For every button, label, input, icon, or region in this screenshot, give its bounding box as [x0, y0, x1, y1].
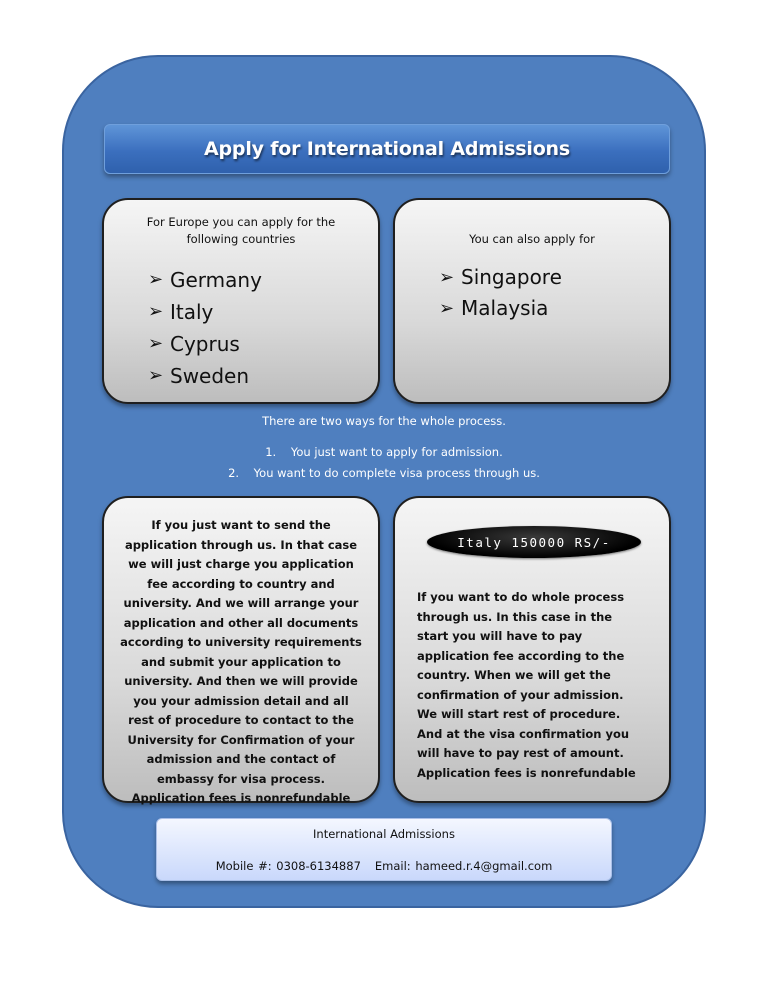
country-name: Singapore — [461, 265, 562, 289]
step-text: You just want to apply for admission. — [290, 445, 503, 459]
footer-org-name: International Admissions — [313, 827, 455, 841]
list-item — [439, 293, 562, 324]
list-item — [148, 264, 262, 296]
full-visa-process-text: If you want to do whole process through us. In this case in the start you will have to pay application fee according to the country. When we will get the confirmation of your admission. We will start rest of procedure. And at the visa confirmation you will have to pay rest of amount. Application fees is nonrefundable — [417, 590, 636, 780]
list-item — [439, 262, 562, 293]
arrow-bullet-icon: ➢ — [148, 269, 164, 290]
process-step — [62, 466, 706, 480]
arrow-bullet-icon: ➢ — [148, 333, 164, 354]
country-name: Sweden — [170, 364, 250, 388]
europe-country-list — [148, 264, 262, 392]
mobile-number: Mobile #: 0308-6134887 — [215, 859, 361, 873]
other-intro: You can also apply for — [469, 232, 595, 246]
other-country-list — [439, 262, 562, 324]
other-countries-card — [393, 198, 671, 404]
step-text: You want to do complete visa process through us. — [253, 466, 540, 480]
process-step — [62, 445, 706, 459]
step-number: 1. — [265, 445, 277, 459]
list-item — [148, 296, 262, 328]
process-intro: There are two ways for the whole process. — [262, 414, 506, 428]
step-number: 2. — [228, 466, 240, 480]
page-title: Apply for International Admissions — [204, 138, 570, 160]
arrow-bullet-icon: ➢ — [148, 301, 164, 322]
application-only-text: If you just want to send the application through us. In that case we will just charge you application fee according to country and university. And we will arrange your application and other all documents according to university requirements and submit your application to university. And then we will provide you your admission detail and all rest of procedure to contact to the University for Confirmation of your admission and the contact of embassy for visa process. Application fees is nonrefundable — [120, 518, 362, 805]
arrow-bullet-icon: ➢ — [439, 267, 455, 288]
application-only-card — [102, 496, 380, 803]
country-name: Germany — [170, 268, 262, 292]
arrow-bullet-icon: ➢ — [439, 298, 455, 319]
list-item — [148, 328, 262, 360]
price-text: Italy 150000 RS/- — [457, 534, 611, 550]
arrow-bullet-icon: ➢ — [148, 365, 164, 386]
footer-contact — [157, 859, 611, 873]
list-item — [148, 360, 262, 392]
europe-countries-card — [102, 198, 380, 404]
contact-footer — [156, 818, 612, 881]
title-banner — [104, 124, 670, 174]
price-badge — [427, 526, 641, 558]
country-name: Malaysia — [461, 296, 549, 320]
country-name: Italy — [170, 300, 214, 324]
email-address: Email: hameed.r.4@gmail.com — [374, 859, 553, 873]
full-visa-process-card — [393, 496, 671, 803]
country-name: Cyprus — [170, 332, 240, 356]
europe-intro: For Europe you can apply for the following countries — [146, 215, 336, 246]
